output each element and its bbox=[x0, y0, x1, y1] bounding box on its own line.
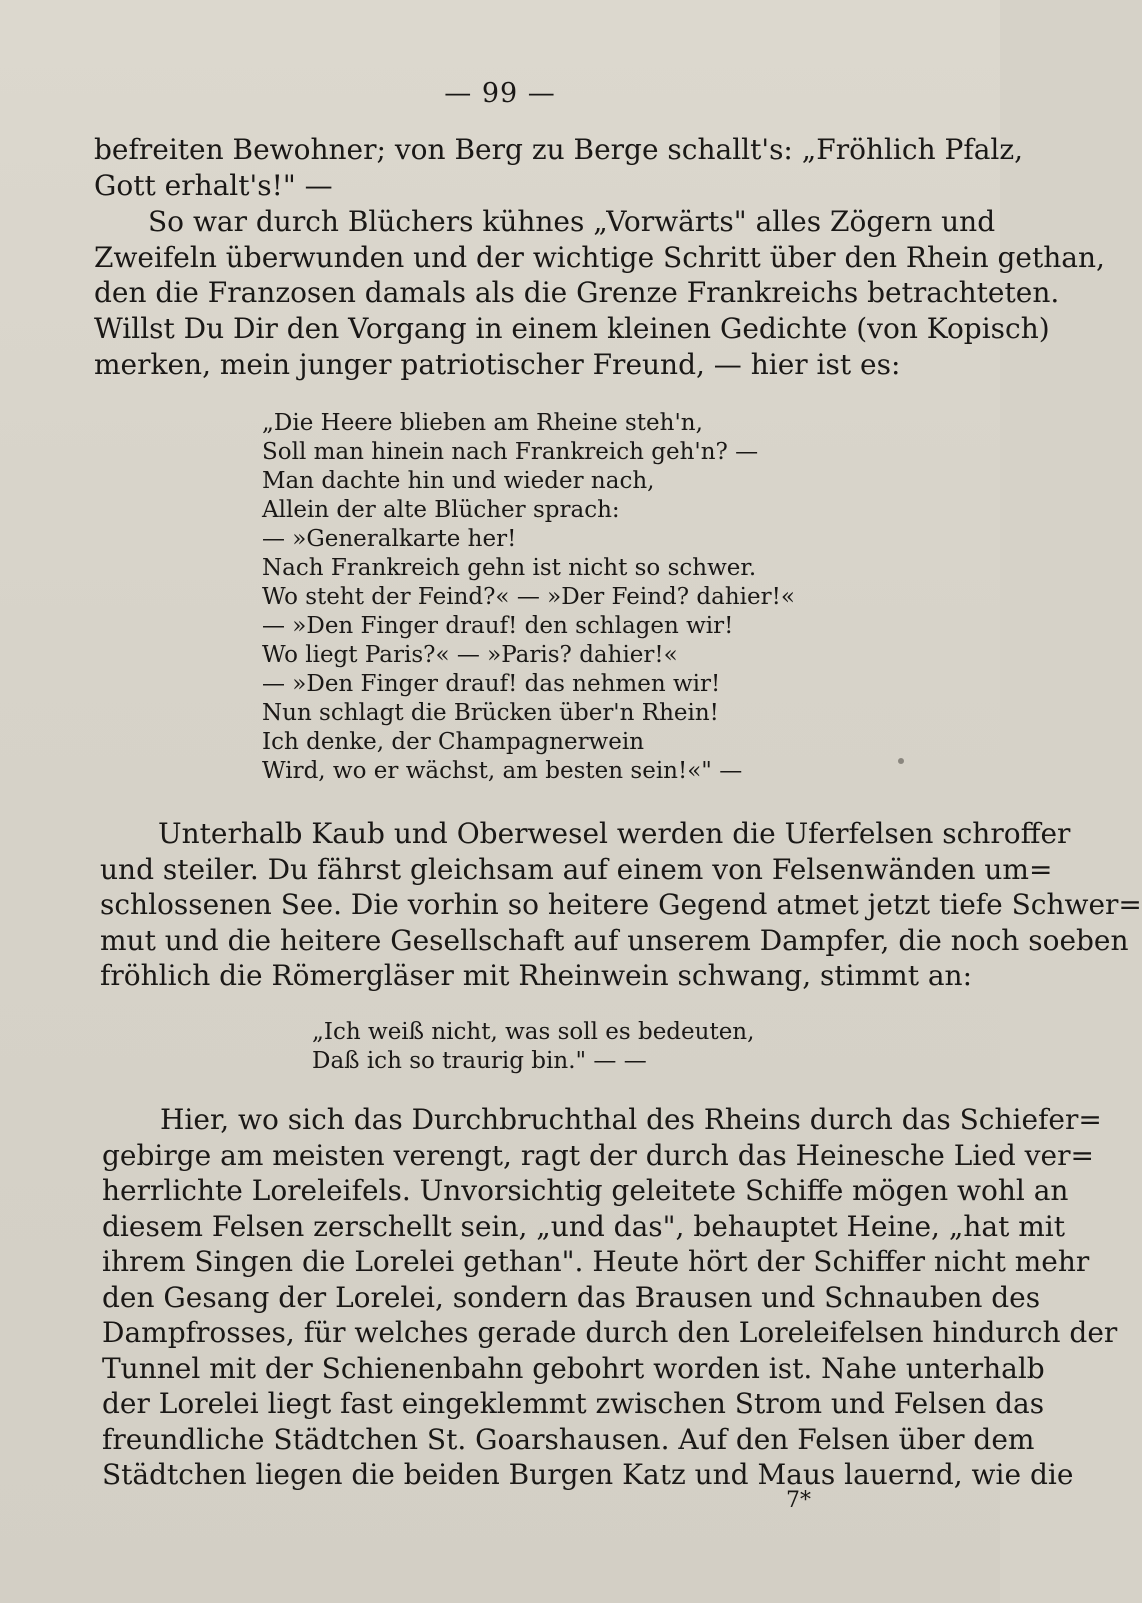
poem-1-verse: Nach Frankreich gehn ist nicht so schwer. bbox=[262, 555, 757, 581]
poem-1-verse: Man dachte hin und wieder nach, bbox=[262, 468, 655, 494]
paragraph-2-line: den die Franzosen damals als die Grenze Frankreichs betrachteten. bbox=[94, 276, 1060, 309]
poem-1-verse: „Die Heere blieben am Rheine steh'n, bbox=[262, 410, 703, 436]
paragraph-4-line: ihrem Singen die Lorelei gethan". Heute hört der Schiffer nicht mehr bbox=[102, 1245, 1090, 1278]
poem-1-verse: Ich denke, der Champagnerwein bbox=[262, 729, 645, 755]
poem-1-verse: Wird, wo er wächst, am besten sein!«" — bbox=[262, 758, 743, 784]
paragraph-1-line: Gott erhalt's!" — bbox=[94, 169, 333, 202]
paragraph-4-line: Hier, wo sich das Durchbruchthal des Rheins durch das Schiefer= bbox=[160, 1103, 1102, 1136]
paragraph-4-line: gebirge am meisten verengt, ragt der durch das Heinesche Lied ver= bbox=[102, 1139, 1094, 1172]
page-number: — 99 — bbox=[444, 78, 556, 109]
paragraph-2-line: Willst Du Dir den Vorgang in einem kleinen Gedichte (von Kopisch) bbox=[94, 312, 1050, 345]
poem-1-verse: Soll man hinein nach Frankreich geh'n? — bbox=[262, 439, 759, 465]
paragraph-2-line: So war durch Blüchers kühnes „Vorwärts" alles Zögern und bbox=[148, 205, 996, 238]
paragraph-4-line: herrlichte Loreleifels. Unvorsichtig geleitete Schiffe mögen wohl an bbox=[102, 1174, 1069, 1207]
paragraph-4-line: den Gesang der Lorelei, sondern das Brausen und Schnauben des bbox=[102, 1281, 1041, 1314]
paragraph-4-line: Dampfrosses, für welches gerade durch den Loreleifelsen hindurch der bbox=[102, 1316, 1118, 1349]
poem-2-verse: „Ich weiß nicht, was soll es bedeuten, bbox=[312, 1019, 755, 1045]
poem-1-verse: — »Generalkarte her! bbox=[262, 526, 517, 552]
poem-2-verse: Daß ich so traurig bin." — — bbox=[312, 1048, 647, 1074]
paragraph-2-line: Zweifeln überwunden und der wichtige Schritt über den Rhein gethan, bbox=[94, 241, 1105, 274]
paragraph-4-line: Tunnel mit der Schienenbahn gebohrt worden ist. Nahe unterhalb bbox=[102, 1352, 1045, 1385]
paragraph-3-line: Unterhalb Kaub und Oberwesel werden die Uferfelsen schroffer bbox=[158, 817, 1071, 850]
paper-speck bbox=[898, 758, 904, 764]
poem-1-verse: — »Den Finger drauf! den schlagen wir! bbox=[262, 613, 734, 639]
paragraph-4-line: diesem Felsen zerschellt sein, „und das", behauptet Heine, „hat mit bbox=[102, 1210, 1065, 1243]
signature-mark: 7* bbox=[786, 1488, 811, 1513]
poem-1-verse: Allein der alte Blücher sprach: bbox=[262, 497, 620, 523]
paragraph-2-line: merken, mein junger patriotischer Freund, — hier ist es: bbox=[94, 348, 901, 381]
paragraph-3-line: mut und die heitere Gesellschaft auf unserem Dampfer, die noch soeben bbox=[100, 924, 1129, 957]
poem-1-verse: Wo steht der Feind?« — »Der Feind? dahier!« bbox=[262, 584, 795, 610]
poem-1-verse: Nun schlagt die Brücken über'n Rhein! bbox=[262, 700, 719, 726]
paragraph-3-line: fröhlich die Römergläser mit Rheinwein schwang, stimmt an: bbox=[100, 959, 973, 992]
poem-1-verse: Wo liegt Paris?« — »Paris? dahier!« bbox=[262, 642, 678, 668]
paragraph-3-line: und steiler. Du fährst gleichsam auf einem von Felsenwänden um= bbox=[100, 853, 1053, 886]
paragraph-1-line: befreiten Bewohner; von Berg zu Berge schallt's: „Fröhlich Pfalz, bbox=[94, 133, 1024, 166]
paragraph-4-line: Städtchen liegen die beiden Burgen Katz und Maus lauernd, wie die bbox=[102, 1458, 1074, 1491]
paragraph-4-line: freundliche Städtchen St. Goarshausen. Auf den Felsen über dem bbox=[102, 1423, 1035, 1456]
paragraph-4-line: der Lorelei liegt fast eingeklemmt zwischen Strom und Felsen das bbox=[102, 1387, 1045, 1420]
paragraph-3-line: schlossenen See. Die vorhin so heitere Gegend atmet jetzt tiefe Schwer= bbox=[100, 888, 1142, 921]
poem-1-verse: — »Den Finger drauf! das nehmen wir! bbox=[262, 671, 721, 697]
